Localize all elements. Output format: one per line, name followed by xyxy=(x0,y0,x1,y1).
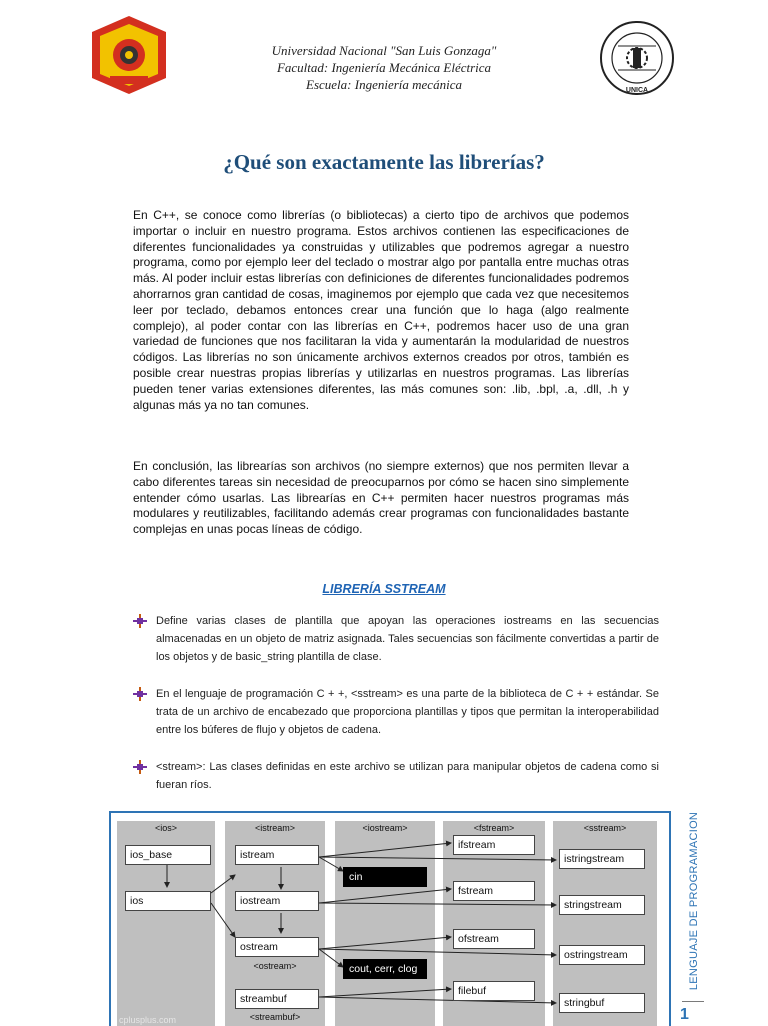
class-box-ostream: ostream xyxy=(235,937,319,957)
bullet-icon xyxy=(133,614,147,628)
streambuf-header-label: <streambuf> xyxy=(249,1012,301,1022)
school-name: Escuela: Ingeniería mecánica xyxy=(306,77,462,92)
class-box-ofstream: ofstream xyxy=(453,929,535,949)
page-number: 1 xyxy=(680,1006,689,1023)
class-box-streambuf: streambuf xyxy=(235,989,319,1009)
intro-paragraph: En C++, se conoce como librerías (o bibliotecas) a cierto tipo de archivos que podemos importar o incluir en nuestro programa. Estos archivos contienen las especificaciones de diferentes funcionalidades ya construidas y utilizables que podremos agregar a nuestro programa, como por ejemplo leer del teclado o mostrar algo por pantalla entre muchas otras más. Al poder incluir estas librerías con definiciones de diferentes funcionalidades podremos ahorrarnos gran cantidad de cosas, imaginemos por ejemplo que cada vez que necesitemos leer por teclado, debamos entonces crear una función que lo haga (algo realmente complejo), al poder contar con las librerías en C++, podremos hacer uso de una gran variedad de funciones que nos facilitaran la vida y aumentarán la modularidad de nuestros códigos. Las librerías no son únicamente archivos externos creados por otros, también es posible crear nuestras propias librerías y utilizarlas en nuestros programas. Las librerías pueden tener varias extensiones diferentes, las más comunes son: .lib, .bpl, .a, .dll, .h y algunas más ya no tan comunes. xyxy=(133,208,629,412)
class-box-ios-base: ios_base xyxy=(125,845,211,865)
class-box-stringbuf: stringbuf xyxy=(559,993,645,1013)
divider xyxy=(682,1001,704,1002)
list-item xyxy=(133,758,659,794)
object-box-cout: cout, cerr, clog xyxy=(343,959,427,979)
bullet-text: En el lenguaje de programación C + +, <sstream> es una parte de la biblioteca de C + + estándar. Se trata de un archivo de encabezado que proporciona plantillas y tipos que permitan la interoperabilidad entre los búferes de flujo y objetos de cadena. xyxy=(156,688,659,737)
section-title: LIBRERÍA SSTREAM xyxy=(322,582,446,596)
seal-label: UNICA xyxy=(625,87,649,94)
institution-header xyxy=(170,42,598,93)
column-header: <ios> xyxy=(154,823,178,833)
university-logo xyxy=(88,14,170,96)
page-title: ¿Qué son exactamente las librerías? xyxy=(223,150,545,174)
column-header: <iostream> xyxy=(362,823,408,833)
diagram-credit: cplusplus.com xyxy=(119,1015,177,1025)
faculty-seal xyxy=(596,18,678,100)
side-label xyxy=(682,810,702,1000)
column-header: <istream> xyxy=(254,823,296,833)
bullet-text: Define varias clases de plantilla que apoyan las operaciones iostreams en las secuencias almacenadas en un objeto de matriz asignada. Tales secuencias son fácilmente convertidas a partir de los objetos y de basic_string plantilla de clase. xyxy=(156,615,659,664)
class-box-ios: ios xyxy=(125,891,211,911)
class-box-stringstream: stringstream xyxy=(559,895,645,915)
bullet-icon xyxy=(133,760,147,774)
course-name: LENGUAJE DE PROGRAMACION xyxy=(688,811,700,991)
class-box-filebuf: filebuf xyxy=(453,981,535,1001)
faculty-name: Facultad: Ingeniería Mecánica Eléctrica xyxy=(276,60,492,75)
column-header: <fstream> xyxy=(473,823,515,833)
class-box-fstream: fstream xyxy=(453,881,535,901)
bullet-icon xyxy=(133,687,147,701)
iostream-hierarchy-diagram xyxy=(109,811,671,1026)
divider xyxy=(669,811,670,1024)
class-box-istream: istream xyxy=(235,845,319,865)
class-box-istringstream: istringstream xyxy=(559,849,645,869)
list-item xyxy=(133,612,659,667)
class-box-iostream: iostream xyxy=(235,891,319,911)
class-box-ifstream: ifstream xyxy=(453,835,535,855)
class-box-ostringstream: ostringstream xyxy=(559,945,645,965)
column-header: <sstream> xyxy=(583,823,627,833)
list-item xyxy=(133,685,659,740)
university-name: Universidad Nacional "San Luis Gonzaga" xyxy=(271,43,497,58)
ostream-header-label: <ostream> xyxy=(253,961,297,971)
conclusion-paragraph: En conclusión, las librearías son archivos (no siempre externos) que nos permiten llevar a cabo diferentes tareas sin necesidad de preocuparnos por cómo se hacen sino simplemente entender cómo usarlas. Las librearías en C++ permiten hacer nuestros programas más modulares y reutilizables, facilitando además crear programas con funcionalidades bastante complejas en unas pocas líneas de código. xyxy=(133,459,629,537)
bullet-text: <stream>: Las clases definidas en este archivo se utilizan para manipular objetos de cadena como si fueran ríos. xyxy=(156,761,659,792)
object-box-cin: cin xyxy=(343,867,427,887)
